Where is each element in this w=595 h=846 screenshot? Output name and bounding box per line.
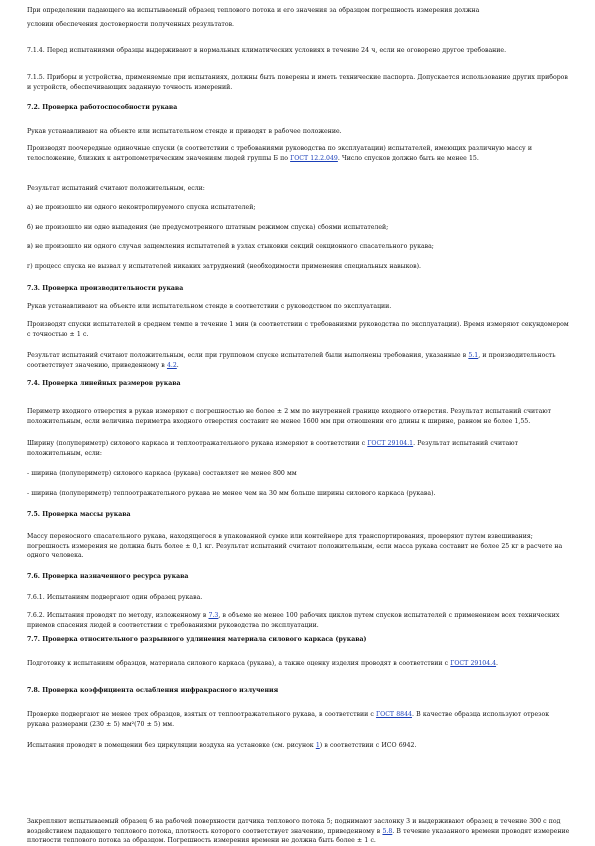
- section-heading: 7.2. Проверка работоспособности рукава: [27, 104, 178, 111]
- text-segment: , в объеме не менее 100 рабочих циклов путем спусков испытателей с применением всех технических приемов спасения людей в соответствии с требованиями руководства по эксплуатации.: [27, 612, 560, 629]
- text-segment: 7.6.2. Испытания проводят по методу, изложенному в: [27, 612, 209, 619]
- paragraph: [27, 351, 570, 370]
- text-segment: Проверке подвергают не менее трех образцов, взятых от теплоотражательного рукава, в соответствии с: [27, 711, 377, 718]
- paragraph: 7.1.5. Приборы и устройства, применяемые при испытаниях, должны быть поверены и иметь технические паспорта. Допускается использование других приборов и устройств, обеспечивающих заданную точность измерений.: [27, 74, 568, 91]
- paragraph: [27, 144, 570, 163]
- paragraph: [27, 611, 570, 630]
- reference-link[interactable]: 7.3: [208, 612, 219, 619]
- reference-link[interactable]: ГОСТ 8844: [376, 711, 412, 718]
- section-heading: 7.5. Проверка массы рукава: [27, 511, 131, 518]
- section-heading: 7.6. Проверка назначенного ресурса рукава: [27, 573, 189, 580]
- reference-link[interactable]: 5.1: [468, 352, 479, 359]
- text-segment: . В течение указанного времени проводят измерение плотности теплового потока за образцом. Погрешность измерения времени не должна быть более ± 1 с.: [27, 827, 570, 845]
- reference-link[interactable]: ГОСТ 29104.4: [450, 660, 497, 667]
- section-heading: 7.8. Проверка коэффициента ослабления инфракрасного излучения: [27, 687, 279, 694]
- paragraph: условии обеспечения достоверности полученных результатов.: [27, 21, 235, 28]
- section-heading: 7.3. Проверка производительности рукава: [27, 285, 184, 292]
- paragraph: Массу переносного спасательного рукава, находящегося в упакованной сумке или контейнере для транспортирования, проверяют путем взвешивания; погрешность измерения не должна быть более ± 0,1 кг. Результат испытаний считают положительным, если масса рукава составит не более 25 кг в расчете на одного человека.: [27, 533, 563, 560]
- text-segment: . Результат испытаний считают положительным, если:: [27, 440, 518, 457]
- reference-link[interactable]: 1: [315, 742, 320, 749]
- paragraph: Периметр входного отверстия в рукав измеряют с погрешностью не более ± 2 мм по внутренней границе входного отверстия. Результат испытаний считают положительным, если величина периметра входного отверстия составит не менее 1600 мм при отношении его длины к ширине, равном не более 1,55.: [27, 408, 552, 425]
- section-heading: 7.7. Проверка относительного разрывного удлинения материала силового каркаса (рукава): [27, 636, 367, 643]
- text-segment: ) в соответствии с ИСО 6942.: [319, 742, 417, 749]
- paragraph: Производят спуски испытателей в среднем темпе в течение 1 мин (в соответствии с требованиями руководства по эксплуатации). Время измеряют секундомером с точностью ± 1 с.: [27, 321, 569, 338]
- paragraph: Рукав устанавливают на объекте или испытательном стенде в соответствии с руководством по эксплуатации.: [27, 303, 392, 310]
- reference-link[interactable]: 5.8: [382, 827, 393, 835]
- text-segment: , и производительность соответствует значению, приведенному в: [27, 352, 556, 369]
- section-heading: 7.4. Проверка линейных размеров рукава: [27, 380, 181, 387]
- paragraph: б) не произошло ни одно выпадения (не предусмотренного штатным режимом спуска) сбоями испытателей;: [27, 224, 389, 231]
- text-segment: .: [176, 361, 179, 369]
- text-segment: Результат испытаний считают положительным, если при групповом спуске испытателей были выполнены требования, указанные в: [27, 352, 469, 359]
- text-segment: Производят поочередные одиночные спуски (в соответствии с требованиями руководства по эксплуатации) испытателей, имеющих различную массу и телосложение, близких к антропометрическим значениям людей группы Б по: [27, 145, 532, 162]
- paragraph: [27, 439, 570, 458]
- text-segment: Подготовку к испытаниям образцов, материала силового каркаса (рукава), а также оценку изделия проводят в соответствии с: [27, 660, 451, 667]
- paragraph: Результат испытаний считают положительным, если:: [27, 185, 205, 192]
- paragraph: При определении падающего на испытываемый образец теплового потока и его значения за образцом погрешность измерения должна: [27, 7, 480, 14]
- paragraph: [27, 659, 570, 669]
- text-segment: Испытания проводят в помещении без циркуляции воздуха на установке (см. рисунок: [27, 742, 316, 749]
- paragraph: 7.1.4. Перед испытаниями образцы выдерживают в нормальных климатических условиях в течение 24 ч, если не оговорено другое требование.: [27, 47, 507, 54]
- paragraph: - ширина (полупериметр) теплоотражательного рукава не менее чем на 30 мм больше ширины силового каркаса (рукава).: [27, 490, 436, 497]
- paragraph: Рукав устанавливают на объекте или испытательном стенде и приводят в рабочее положение.: [27, 128, 342, 135]
- paragraph: а) не произошло ни одного неконтролируемого спуска испытателей;: [27, 204, 256, 211]
- text-segment: . Число спусков должно быть не менее 15.: [337, 154, 479, 162]
- paragraph: - ширина (полупериметр) силового каркаса (рукава) составляет не менее 800 мм: [27, 470, 297, 477]
- paragraph: 7.6.1. Испытаниям подвергают один образец рукава.: [27, 594, 203, 601]
- paragraph: в) не произошло ни одного случая защемления испытателей в узлах стыковки секций секционного спасательного рукава;: [27, 243, 434, 250]
- paragraph: г) процесс спуска не вызвал у испытателей никаких затруднений (необходимости применения специальных навыков).: [27, 263, 422, 270]
- reference-link[interactable]: ГОСТ 12.2.049: [290, 154, 338, 162]
- paragraph: [27, 710, 570, 729]
- text-segment: . В качестве образца используют отрезок рукава размерами (230 ± 5) мм²(70 ± 5) мм.: [27, 711, 550, 728]
- text-segment: Закрепляют испытываемый образец 6 на рабочей поверхности датчика теплового потока 5; поднимают заслонку 3 и выдерживают образец в течение 300 с под воздействием падающего теплового потока, плотность которого соответствует значению, приведенному в: [27, 818, 561, 835]
- reference-link[interactable]: 4.2: [166, 361, 177, 369]
- text-segment: .: [496, 660, 499, 667]
- paragraph: [27, 741, 570, 751]
- text-segment: Ширину (полупериметр) силового каркаса и теплоотражательного рукава измеряют в соответствии с: [27, 440, 368, 447]
- reference-link[interactable]: ГОСТ 29104.1: [367, 440, 414, 447]
- paragraph: [27, 817, 570, 846]
